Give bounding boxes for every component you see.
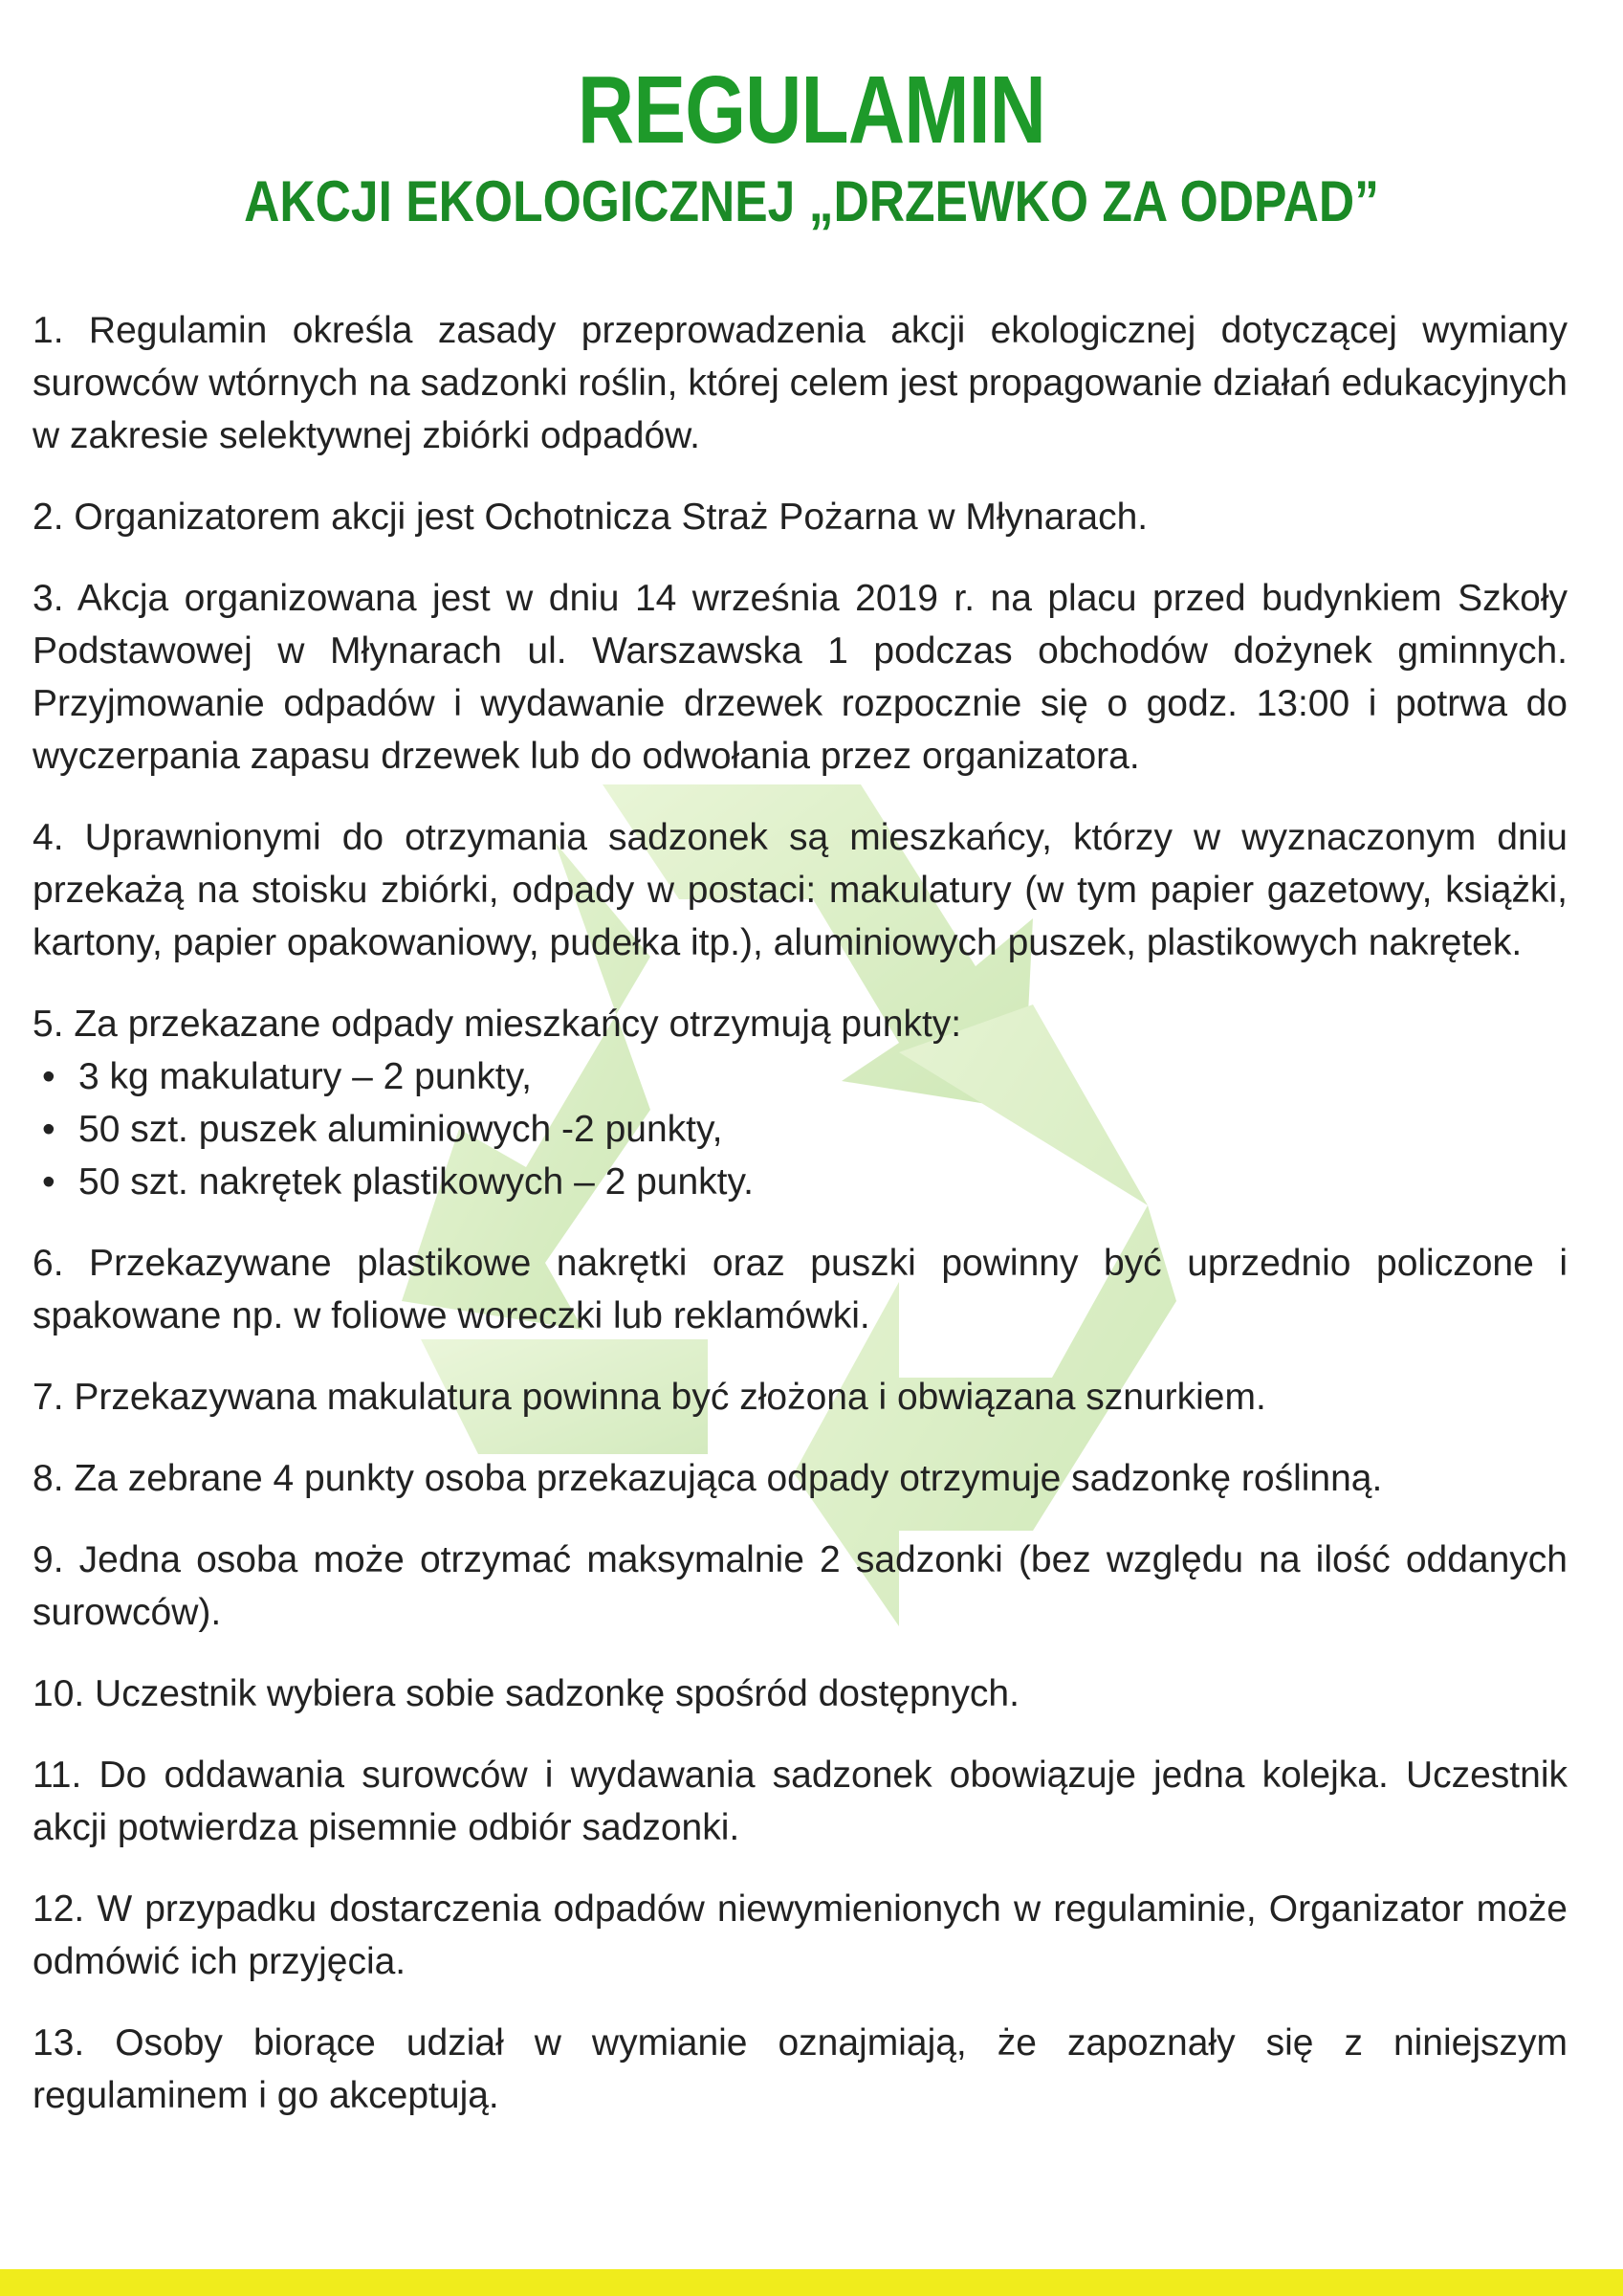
points-item-text: 50 szt. puszek aluminiowych -2 punkty,	[78, 1109, 723, 1150]
points-list	[33, 1050, 1568, 1208]
bullet-icon: •	[42, 1109, 55, 1150]
rule-8: 8. Za zebrane 4 punkty osoba przekazująca odpady otrzymuje sadzonkę roślinną.	[33, 1458, 1383, 1499]
rule-1: 1. Regulamin określa zasady przeprowadzenia akcji ekologicznej dotyczącej wymiany surowców wtórnych na sadzonki roślin, której celem jest propagowanie działań edukacyjnych w zakresie selektywnej zbiórki odpadów.	[33, 310, 1568, 456]
rule-5	[33, 998, 1568, 1208]
document-title: REGULAMIN	[577, 56, 1046, 164]
points-item-text: 3 kg makulatury – 2 punkty,	[78, 1056, 533, 1097]
rule-3: 3. Akcja organizowana jest w dniu 14 września 2019 r. na placu przed budynkiem Szkoły Podstawowej w Młynarach ul. Warszawska 1 podczas obchodów dożynek gminnych. Przyjmowanie odpadów i wydawanie drzewek rozpocznie się o godz. 13:00 i potrwa do wyczerpania zapasu drzewek lub do odwołania przez organizatora.	[33, 578, 1568, 777]
rule-11: 11. Do oddawania surowców i wydawania sadzonek obowiązuje jedna kolejka. Uczestnik akcji potwierdza pisemnie odbiór sadzonki.	[33, 1755, 1568, 1848]
document-header	[0, 57, 1623, 235]
rules-body	[33, 304, 1568, 2151]
document-subtitle: AKCJI EKOLOGICZNEJ „DRZEWKO ZA ODPAD”	[244, 169, 1379, 233]
points-item-text: 50 szt. nakrętek plastikowych – 2 punkty.	[78, 1161, 754, 1203]
rule-4: 4. Uprawnionymi do otrzymania sadzonek są mieszkańcy, którzy w wyznaczonym dniu przekażą na stoisku zbiórki, odpady w postaci: makulatury (w tym papier gazetowy, książki, kartony, papier opakowaniowy, pudełka itp.), aluminiowych puszek, plastikowych nakrętek.	[33, 817, 1568, 963]
list-item	[33, 1050, 1568, 1103]
rule-10: 10. Uczestnik wybiera sobie sadzonkę spośród dostępnych.	[33, 1673, 1020, 1714]
rule-2: 2. Organizatorem akcji jest Ochotnicza Straż Pożarna w Młynarach.	[33, 497, 1149, 538]
list-item	[33, 1103, 1568, 1156]
rule-12: 12. W przypadku dostarczenia odpadów niewymienionych w regulaminie, Organizator może odmówić ich przyjęcia.	[33, 1888, 1568, 1982]
footer-bar	[0, 2269, 1623, 2296]
bullet-icon: •	[42, 1056, 55, 1097]
rule-13: 13. Osoby biorące udział w wymianie oznajmiają, że zapoznały się z niniejszym regulaminem i go akceptują.	[33, 2022, 1568, 2116]
rule-9: 9. Jedna osoba może otrzymać maksymalnie 2 sadzonki (bez względu na ilość oddanych surowców).	[33, 1539, 1568, 1633]
list-item	[33, 1156, 1568, 1208]
rule-6: 6. Przekazywane plastikowe nakrętki oraz puszki powinny być uprzednio policzone i spakowane np. w foliowe woreczki lub reklamówki.	[33, 1243, 1568, 1336]
rule-7: 7. Przekazywana makulatura powinna być złożona i obwiązana sznurkiem.	[33, 1377, 1266, 1418]
rule-5-intro: 5. Za przekazane odpady mieszkańcy otrzymują punkty:	[33, 1004, 962, 1045]
bullet-icon: •	[42, 1161, 55, 1203]
